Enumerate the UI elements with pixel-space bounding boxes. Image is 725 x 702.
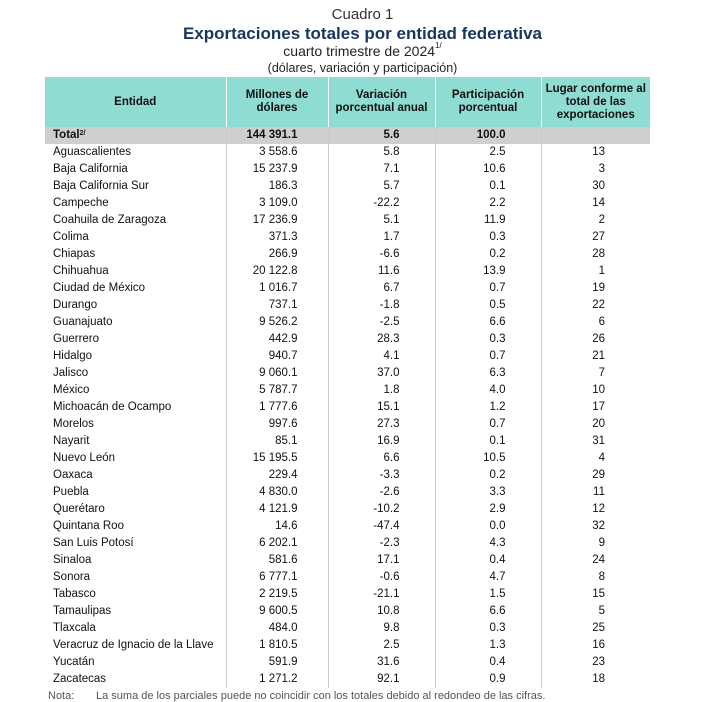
cell-variacion: 5.7 (328, 178, 435, 195)
cell-entidad: Sinaloa (53, 554, 92, 566)
total-participacion: 100.0 (435, 127, 541, 144)
cell-variacion: -2.6 (328, 484, 435, 501)
cell-variacion: 2.5 (328, 637, 435, 654)
cell-millones: 9 600.5 (226, 603, 328, 620)
cell-lugar: 12 (541, 501, 650, 518)
cell-millones: 2 219.5 (226, 586, 328, 603)
cell-participacion: 0.3 (435, 620, 541, 637)
cell-entidad: Zacatecas (53, 673, 107, 685)
cell-entidad: Tabasco (53, 588, 96, 600)
period-footnote-marker: 1/ (435, 41, 442, 50)
total-row (45, 127, 650, 144)
table-row (45, 501, 650, 518)
table-row (45, 586, 650, 603)
cell-millones: 3 558.6 (226, 144, 328, 161)
cell-variacion: 31.6 (328, 654, 435, 671)
cell-variacion: 37.0 (328, 365, 435, 382)
cell-millones: 15 195.5 (226, 450, 328, 467)
cell-entidad: Durango (53, 299, 98, 311)
cell-participacion: 1.5 (435, 586, 541, 603)
table-units: (dólares, variación y participación) (267, 61, 458, 75)
cell-entidad: Veracruz de Ignacio de la Llave (53, 639, 214, 651)
cell-lugar: 13 (541, 144, 650, 161)
cell-participacion: 6.3 (435, 365, 541, 382)
cell-entidad: Chihuahua (53, 265, 109, 277)
cell-entidad: México (53, 384, 90, 396)
table-row (45, 399, 650, 416)
cell-entidad: Colima (53, 231, 89, 243)
cell-participacion: 6.6 (435, 603, 541, 620)
cell-millones: 1 016.7 (226, 280, 328, 297)
cell-participacion: 11.9 (435, 212, 541, 229)
cell-lugar: 26 (541, 331, 650, 348)
cell-participacion: 2.9 (435, 501, 541, 518)
total-footnote-marker: 2/ (79, 130, 86, 137)
table-row (45, 178, 650, 195)
cell-variacion: -0.6 (328, 569, 435, 586)
cell-variacion: -3.3 (328, 467, 435, 484)
cell-entidad: San Luis Potosí (53, 537, 134, 549)
cell-lugar: 8 (541, 569, 650, 586)
cell-millones: 997.6 (226, 416, 328, 433)
cell-variacion: 17.1 (328, 552, 435, 569)
cell-participacion: 0.4 (435, 654, 541, 671)
cell-participacion: 2.5 (435, 144, 541, 161)
cell-entidad: Jalisco (53, 367, 89, 379)
cell-entidad: Hidalgo (53, 350, 92, 362)
cell-lugar: 20 (541, 416, 650, 433)
cell-participacion: 1.3 (435, 637, 541, 654)
table-row (45, 433, 650, 450)
cell-participacion: 0.7 (435, 280, 541, 297)
cell-entidad: Tamaulipas (53, 605, 112, 617)
cell-variacion: 15.1 (328, 399, 435, 416)
cell-variacion: 10.8 (328, 603, 435, 620)
cell-participacion: 0.7 (435, 348, 541, 365)
cell-millones: 1 777.6 (226, 399, 328, 416)
table-row (45, 365, 650, 382)
table-row (45, 535, 650, 552)
cell-participacion: 10.5 (435, 450, 541, 467)
cell-millones: 9 526.2 (226, 314, 328, 331)
footnote-label: Nota: (48, 690, 75, 702)
cell-entidad: Quintana Roo (53, 520, 124, 532)
cell-lugar: 25 (541, 620, 650, 637)
cell-lugar: 29 (541, 467, 650, 484)
cell-variacion: -2.5 (328, 314, 435, 331)
table-period (0, 43, 725, 59)
cell-participacion: 0.4 (435, 552, 541, 569)
header-row (45, 77, 650, 127)
cell-entidad: Aguascalientes (53, 146, 131, 158)
table-row (45, 161, 650, 178)
cell-participacion: 10.6 (435, 161, 541, 178)
cell-lugar: 27 (541, 229, 650, 246)
cell-millones: 940.7 (226, 348, 328, 365)
cell-participacion: 0.2 (435, 246, 541, 263)
cell-millones: 737.1 (226, 297, 328, 314)
cell-participacion: 0.2 (435, 467, 541, 484)
cell-lugar: 24 (541, 552, 650, 569)
footnote (48, 690, 545, 702)
cell-lugar: 15 (541, 586, 650, 603)
cell-entidad: Querétaro (53, 503, 105, 515)
total-millones: 144 391.1 (226, 127, 328, 144)
cell-participacion: 2.2 (435, 195, 541, 212)
exports-table (45, 77, 650, 688)
table-row (45, 144, 650, 161)
cell-entidad: Guerrero (53, 333, 100, 345)
cell-lugar: 9 (541, 535, 650, 552)
cell-lugar: 5 (541, 603, 650, 620)
cell-millones: 266.9 (226, 246, 328, 263)
cell-variacion: 7.1 (328, 161, 435, 178)
cell-participacion: 1.2 (435, 399, 541, 416)
column-header-entidad: Entidad (45, 77, 226, 127)
cell-participacion: 4.0 (435, 382, 541, 399)
table-row (45, 467, 650, 484)
cell-participacion: 0.5 (435, 297, 541, 314)
cell-entidad: Baja California Sur (53, 180, 149, 192)
cell-variacion: 5.8 (328, 144, 435, 161)
cell-lugar: 6 (541, 314, 650, 331)
table-row (45, 569, 650, 586)
table-row (45, 620, 650, 637)
cell-lugar: 14 (541, 195, 650, 212)
table-row (45, 637, 650, 654)
cell-variacion: 16.9 (328, 433, 435, 450)
cell-participacion: 0.7 (435, 416, 541, 433)
table-row (45, 450, 650, 467)
table-row (45, 518, 650, 535)
cell-participacion: 4.3 (435, 535, 541, 552)
cell-millones: 484.0 (226, 620, 328, 637)
cell-lugar: 32 (541, 518, 650, 535)
total-variacion: 5.6 (328, 127, 435, 144)
cell-entidad: Ciudad de México (53, 282, 146, 294)
cell-variacion: -22.2 (328, 195, 435, 212)
table-row (45, 484, 650, 501)
total-label-cell (45, 127, 226, 144)
table-row (45, 297, 650, 314)
cell-entidad: Michoacán de Ocampo (53, 401, 172, 413)
cell-participacion: 0.1 (435, 178, 541, 195)
cell-millones: 14.6 (226, 518, 328, 535)
cell-millones: 371.3 (226, 229, 328, 246)
table-row (45, 552, 650, 569)
cell-entidad: Puebla (53, 486, 89, 498)
cell-variacion: 28.3 (328, 331, 435, 348)
cell-millones: 229.4 (226, 467, 328, 484)
table-row (45, 229, 650, 246)
cell-millones: 3 109.0 (226, 195, 328, 212)
cell-lugar: 28 (541, 246, 650, 263)
column-header-lugar: Lugar conforme al total de las exportaciones (541, 77, 650, 127)
cell-millones: 20 122.8 (226, 263, 328, 280)
cell-millones: 6 777.1 (226, 569, 328, 586)
cell-lugar: 22 (541, 297, 650, 314)
cell-variacion: -6.6 (328, 246, 435, 263)
cell-participacion: 6.6 (435, 314, 541, 331)
cell-millones: 6 202.1 (226, 535, 328, 552)
table-row (45, 603, 650, 620)
cell-lugar: 7 (541, 365, 650, 382)
cell-variacion: 11.6 (328, 263, 435, 280)
cell-millones: 5 787.7 (226, 382, 328, 399)
table-row (45, 382, 650, 399)
cell-millones: 1 271.2 (226, 671, 328, 688)
cell-millones: 9 060.1 (226, 365, 328, 382)
cell-lugar: 10 (541, 382, 650, 399)
cell-variacion: 27.3 (328, 416, 435, 433)
cell-participacion: 0.3 (435, 331, 541, 348)
cell-variacion: -10.2 (328, 501, 435, 518)
cell-entidad: Yucatán (53, 656, 95, 668)
cell-lugar: 16 (541, 637, 650, 654)
cell-lugar: 17 (541, 399, 650, 416)
cell-entidad: Sonora (53, 571, 91, 583)
cell-lugar: 23 (541, 654, 650, 671)
cell-lugar: 19 (541, 280, 650, 297)
cell-entidad: Guanajuato (53, 316, 113, 328)
cell-variacion: 4.1 (328, 348, 435, 365)
cell-millones: 1 810.5 (226, 637, 328, 654)
cell-variacion: -2.3 (328, 535, 435, 552)
cell-entidad: Oaxaca (53, 469, 93, 481)
column-header-millones: Millones de dólares (226, 77, 328, 127)
cell-lugar: 3 (541, 161, 650, 178)
cell-lugar: 30 (541, 178, 650, 195)
column-header-variacion: Variación porcentual anual (328, 77, 435, 127)
cell-lugar: 4 (541, 450, 650, 467)
cell-entidad: Tlaxcala (53, 622, 96, 634)
cell-participacion: 0.9 (435, 671, 541, 688)
cell-variacion: 6.7 (328, 280, 435, 297)
total-lugar (541, 127, 650, 144)
cell-millones: 15 237.9 (226, 161, 328, 178)
cell-participacion: 4.7 (435, 569, 541, 586)
cell-millones: 4 121.9 (226, 501, 328, 518)
cell-entidad: Baja California (53, 163, 128, 175)
cell-participacion: 3.3 (435, 484, 541, 501)
cell-entidad: Campeche (53, 197, 109, 209)
cell-lugar: 1 (541, 263, 650, 280)
table-row (45, 263, 650, 280)
cell-variacion: 1.8 (328, 382, 435, 399)
table-row (45, 416, 650, 433)
cell-millones: 186.3 (226, 178, 328, 195)
cell-millones: 442.9 (226, 331, 328, 348)
cell-variacion: -21.1 (328, 586, 435, 603)
cell-lugar: 18 (541, 671, 650, 688)
cell-millones: 581.6 (226, 552, 328, 569)
table-title: Exportaciones totales por entidad federativa (183, 24, 542, 43)
cell-participacion: 13.9 (435, 263, 541, 280)
cell-lugar: 21 (541, 348, 650, 365)
cell-variacion: -47.4 (328, 518, 435, 535)
cell-lugar: 11 (541, 484, 650, 501)
cell-participacion: 0.1 (435, 433, 541, 450)
cell-lugar: 2 (541, 212, 650, 229)
cell-variacion: -1.8 (328, 297, 435, 314)
table-number: Cuadro 1 (331, 6, 394, 23)
period-text: cuarto trimestre de 2024 (283, 43, 436, 59)
table-row (45, 280, 650, 297)
table-row (45, 654, 650, 671)
table-row (45, 348, 650, 365)
table-row (45, 212, 650, 229)
cell-lugar: 31 (541, 433, 650, 450)
cell-entidad: Morelos (53, 418, 94, 430)
cell-entidad: Coahuila de Zaragoza (53, 214, 167, 226)
cell-millones: 4 830.0 (226, 484, 328, 501)
cell-entidad: Nuevo León (53, 452, 116, 464)
cell-millones: 591.9 (226, 654, 328, 671)
cell-participacion: 0.3 (435, 229, 541, 246)
table-row (45, 671, 650, 688)
cell-variacion: 92.1 (328, 671, 435, 688)
table-row (45, 314, 650, 331)
cell-millones: 17 236.9 (226, 212, 328, 229)
total-label: Total (53, 129, 80, 141)
cell-entidad: Chiapas (53, 248, 96, 260)
table-row (45, 246, 650, 263)
column-header-participacion: Participación porcentual (435, 77, 541, 127)
cell-variacion: 5.1 (328, 212, 435, 229)
cell-variacion: 9.8 (328, 620, 435, 637)
table-row (45, 331, 650, 348)
cell-variacion: 1.7 (328, 229, 435, 246)
cell-entidad: Nayarit (53, 435, 90, 447)
footnote-text: La suma de los parciales puede no coincidir con los totales debido al redondeo de las cifras. (96, 690, 546, 702)
table-row (45, 195, 650, 212)
cell-variacion: 6.6 (328, 450, 435, 467)
cell-millones: 85.1 (226, 433, 328, 450)
cell-participacion: 0.0 (435, 518, 541, 535)
